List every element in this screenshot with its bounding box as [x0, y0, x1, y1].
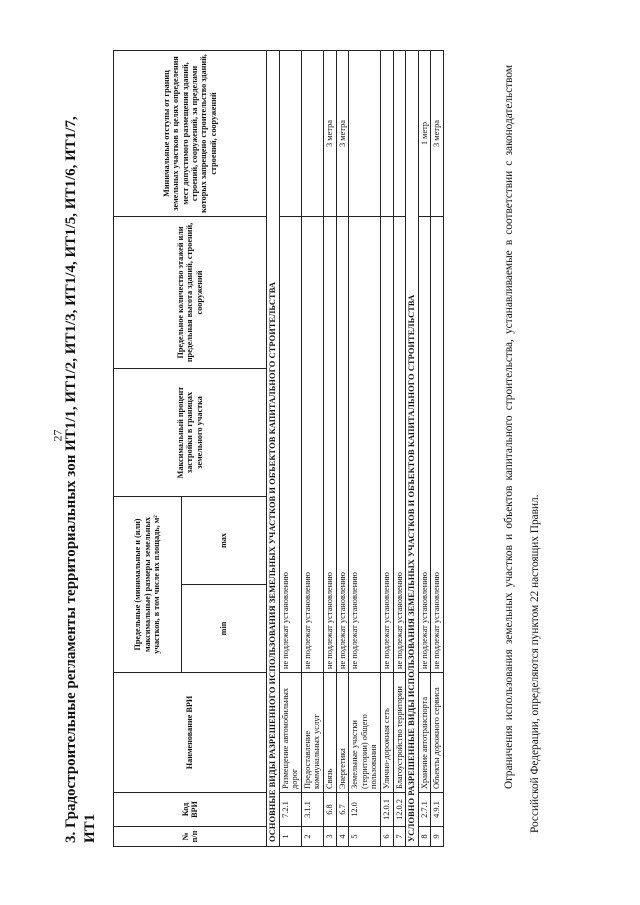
cell-code: 2.7.1: [418, 793, 431, 827]
header-name: Наименование ВРИ: [114, 673, 267, 793]
section-heading: [62, 43, 100, 843]
header-min: min: [182, 585, 267, 673]
cell-params: не подлежат установлению: [418, 217, 431, 673]
cell-params: не подлежат установлению: [431, 217, 444, 673]
table-row: [349, 51, 381, 847]
cell-setback: 3 метра: [336, 51, 349, 217]
heading-line-2: ИТ1: [82, 813, 98, 843]
cell-name: Земельные участки (территории) общего пользования: [349, 673, 381, 793]
cell-code: 6.7: [336, 793, 349, 827]
cell-code: 12.0.1: [380, 793, 393, 827]
cell-name: Размещение автомобильных дорог: [279, 673, 301, 793]
header-size: Предельные (минимальные и (или) максимальные) размеры земельных участков, в том числе их площадь, м²: [114, 497, 182, 673]
header-percent: Максимальный процент застройки в границах земельного участка: [114, 369, 267, 497]
page-number: 27: [50, 429, 65, 442]
cell-params: не подлежат установлению: [380, 217, 393, 673]
regulations-table: [113, 50, 444, 847]
cell-name: Благоустройство территории: [393, 673, 406, 793]
cell-code: 6.8: [323, 793, 336, 827]
cell-code: 3.1.1: [301, 793, 323, 827]
header-num: № п/п: [114, 827, 267, 847]
table-row: [431, 51, 444, 847]
footer-note: [496, 65, 548, 833]
cell-name: Объекты дорожного сервиса: [431, 673, 444, 793]
cell-num: 5: [349, 827, 381, 847]
cell-name: Предоставление коммунальных услуг: [301, 673, 323, 793]
header-code: Код ВРИ: [114, 793, 267, 827]
cell-setback: [380, 51, 393, 217]
heading-line-1: 3. Градостроительные регламенты территориальных зон ИТ1/1, ИТ1/2, ИТ1/3, ИТ1/4, ИТ1/5, ИТ1/6, ИТ1/7,: [63, 116, 79, 843]
cell-params: не подлежат установлению: [279, 217, 301, 673]
table-row: [301, 51, 323, 847]
cell-num: 2: [301, 827, 323, 847]
cell-name: Связь: [323, 673, 336, 793]
cell-params: не подлежат установлению: [336, 217, 349, 673]
cell-params: не подлежат установлению: [323, 217, 336, 673]
table-row: [380, 51, 393, 847]
header-floors: Предельное количество этажей или предельная высота зданий, строений, сооружений: [114, 217, 267, 369]
cell-setback: 1 метр: [418, 51, 431, 217]
cell-num: 3: [323, 827, 336, 847]
table-row: [418, 51, 431, 847]
cell-name: Энергетика: [336, 673, 349, 793]
table-row: [279, 51, 301, 847]
table-row: [393, 51, 406, 847]
cell-num: 9: [431, 827, 444, 847]
cell-num: 1: [279, 827, 301, 847]
table-row: [323, 51, 336, 847]
cell-num: 6: [380, 827, 393, 847]
cell-num: 7: [393, 827, 406, 847]
cell-setback: [393, 51, 406, 217]
cell-code: 12.0: [349, 793, 381, 827]
cell-params: не подлежат установлению: [301, 217, 323, 673]
cell-setback: 3 метра: [431, 51, 444, 217]
cell-setback: [279, 51, 301, 217]
cell-code: 12.0.2: [393, 793, 406, 827]
cell-name: Улично-дорожная сеть: [380, 673, 393, 793]
section-conditional: УСЛОВНО РАЗРЕШЕННЫЕ ВИДЫ ИСПОЛЬЗОВАНИЯ ЗЕМЕЛЬНЫХ УЧАСТКОВ И ОБЪЕКТОВ КАПИТАЛЬНОГО СТРОИТЕЛЬСТВА: [406, 51, 419, 847]
cell-params: не подлежат установлению: [393, 217, 406, 673]
section-main: ОСНОВНЫЕ ВИДЫ РАЗРЕШЕННОГО ИСПОЛЬЗОВАНИЯ ЗЕМЕЛЬНЫХ УЧАСТКОВ И ОБЪЕКТОВ КАПИТАЛЬНОГО СТРОИТЕЛЬСТВА: [267, 51, 280, 847]
cell-num: 8: [418, 827, 431, 847]
cell-params: не подлежат установлению: [349, 217, 381, 673]
table-row: [336, 51, 349, 847]
header-setback: Минимальные отступы от границ земельных участков в целях определения мест допустимого размещения зданий, строений, сооружений, за пределами которых запрещено строительство зданий, строений, сооружений: [114, 51, 267, 217]
cell-num: 4: [336, 827, 349, 847]
footer-text: Ограничения использования земельных участков и объектов капитального строительства, устанавливаемые в соответствии с законодательством Российской Федерации, определяются пунктом 22 настоящих Правил.: [503, 65, 541, 833]
cell-name: Хранение автотранспорта: [418, 673, 431, 793]
cell-code: 4.9.1: [431, 793, 444, 827]
header-max: max: [182, 497, 267, 585]
cell-setback: [349, 51, 381, 217]
cell-code: 7.2.1: [279, 793, 301, 827]
cell-setback: [301, 51, 323, 217]
cell-setback: 3 метра: [323, 51, 336, 217]
